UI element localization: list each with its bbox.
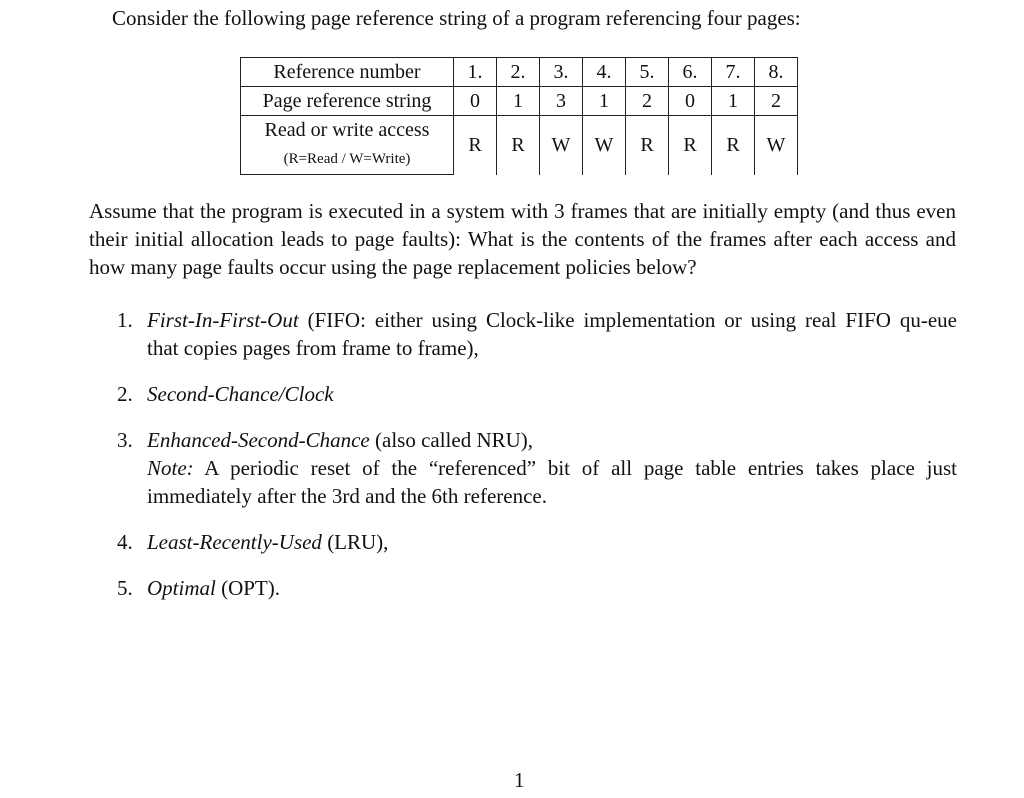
policy-list — [117, 306, 957, 620]
table-row-access — [241, 116, 798, 145]
list-item — [117, 426, 957, 510]
note-text: A periodic reset of the “referenced” bit of all page table entries takes place just immediately after the 3rd and the 6th reference. — [147, 456, 957, 508]
access-legend: (R=Read / W=Write) — [241, 144, 454, 175]
table-cell: 5. — [626, 58, 669, 87]
table-cell: 3. — [540, 58, 583, 87]
note-label: Note: — [147, 456, 194, 480]
table-cell: R — [626, 116, 669, 175]
list-number: 1. — [117, 308, 133, 332]
table-cell: 2. — [497, 58, 540, 87]
table-cell: 0 — [454, 87, 497, 116]
table-cell: 7. — [712, 58, 755, 87]
list-item — [117, 574, 957, 602]
table-row-page-reference-string — [241, 87, 798, 116]
intro-text: Consider the following page reference string of a program referencing four pages: — [112, 6, 801, 30]
table-cell: R — [454, 116, 497, 175]
table-cell: R — [669, 116, 712, 175]
list-item — [117, 528, 957, 556]
list-item — [117, 306, 957, 362]
table-cell: R — [497, 116, 540, 175]
table-cell: 4. — [583, 58, 626, 87]
table-cell: 2 — [755, 87, 798, 116]
table-cell: W — [583, 116, 626, 175]
table-cell: R — [712, 116, 755, 175]
list-number: 5. — [117, 576, 133, 600]
table-cell: 1 — [712, 87, 755, 116]
table-cell: 1 — [497, 87, 540, 116]
policy-name: Least-Recently-Used — [147, 530, 322, 554]
row-label: Read or write access — [241, 116, 454, 145]
table-row-reference-number — [241, 58, 798, 87]
assumption-paragraph: Assume that the program is executed in a system with 3 frames that are initially empty (and thus even their initial allocation leads to page faults): What is the contents of the frames after each access and how many page faults occur using the page replacement policies below? — [89, 199, 956, 279]
table-cell: 3 — [540, 87, 583, 116]
reference-table — [240, 57, 798, 175]
policy-name: First-In-First-Out — [147, 308, 299, 332]
table-cell: 1 — [583, 87, 626, 116]
list-item — [117, 380, 957, 408]
policy-description: (OPT). — [215, 576, 281, 600]
table-cell: 0 — [669, 87, 712, 116]
table-cell: W — [755, 116, 798, 175]
policy-description: (also called NRU), — [369, 428, 534, 452]
list-number: 2. — [117, 382, 133, 406]
policy-name: Second-Chance/Clock — [147, 382, 334, 406]
list-number: 4. — [117, 530, 133, 554]
table-cell: 2 — [626, 87, 669, 116]
policy-name: Enhanced-Second-Chance — [147, 428, 370, 452]
list-number: 3. — [117, 428, 133, 452]
table-cell: 1. — [454, 58, 497, 87]
row-label: Reference number — [241, 58, 454, 87]
table-cell: 6. — [669, 58, 712, 87]
policy-name: Optimal — [147, 576, 216, 600]
table-cell: 8. — [755, 58, 798, 87]
policy-note — [147, 454, 957, 510]
policy-description: (FIFO: either using Clock-like implementation or using real FIFO qu-eue that copies pages from frame to frame), — [147, 308, 957, 360]
table-cell: W — [540, 116, 583, 175]
reference-table-grid — [240, 57, 798, 175]
policy-description: (LRU), — [321, 530, 389, 554]
row-label: Page reference string — [241, 87, 454, 116]
page-number: 1 — [514, 768, 525, 792]
